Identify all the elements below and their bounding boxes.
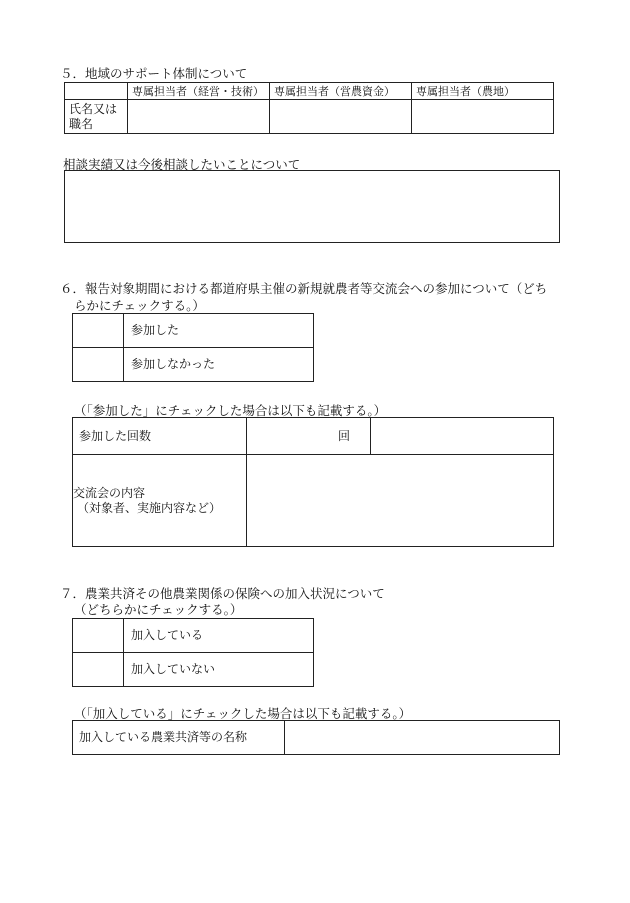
count-input[interactable] — [247, 418, 371, 455]
input-staff-farmland[interactable] — [412, 100, 554, 134]
section6-heading-line2: らかにチェックする。） — [74, 298, 205, 313]
header-staff-management: 専属担当者（経営・技術） — [128, 83, 270, 100]
support-staff-table — [64, 82, 554, 134]
header-staff-funding: 専属担当者（営農資金） — [270, 83, 412, 100]
option-participated: 参加した — [124, 314, 314, 348]
checkbox-not-participated[interactable] — [73, 348, 124, 382]
insurance-name-input[interactable] — [285, 721, 560, 755]
count-unit: 回 — [337, 428, 350, 443]
participation-options — [72, 313, 314, 382]
consult-textarea[interactable] — [64, 170, 560, 243]
insurance-name-table — [72, 720, 560, 755]
section7-note: （「加入している」にチェックした場合は以下も記載する。） — [74, 706, 412, 721]
participation-detail-table — [72, 417, 554, 547]
count-label: 参加した回数 — [73, 418, 247, 455]
section6-heading-line1: ６．報告対象期間における都道府県主催の新規就農者等交流会への参加について（どち — [60, 281, 548, 296]
content-label — [73, 455, 247, 547]
section5-heading: ５．地域のサポート体制について — [60, 66, 248, 81]
input-staff-funding[interactable] — [270, 100, 412, 134]
checkbox-participated[interactable] — [73, 314, 124, 348]
option-not-participated: 参加しなかった — [124, 348, 314, 382]
row-label-name — [65, 100, 128, 134]
content-label-line1: 交流会の内容 — [73, 485, 146, 500]
header-empty-cell — [65, 83, 128, 100]
option-enrolled: 加入している — [124, 619, 314, 653]
option-not-enrolled: 加入していない — [124, 653, 314, 687]
header-staff-farmland: 専属担当者（農地） — [412, 83, 554, 100]
insurance-options — [72, 618, 314, 687]
section6-note: （「参加した」にチェックした場合は以下も記載する。） — [74, 403, 387, 418]
checkbox-not-enrolled[interactable] — [73, 653, 124, 687]
section7-heading-line1: ７．農業共済その他農業関係の保険への加入状況について — [60, 586, 385, 601]
count-extra-cell — [371, 418, 554, 455]
content-label-line2: （対象者、実施内容など） — [77, 500, 222, 515]
row-label-line2: 職名 — [69, 116, 94, 131]
section7-heading-line2: （どちらかにチェックする。） — [74, 602, 243, 617]
content-input[interactable] — [247, 455, 554, 547]
consult-label: 相談実績又は今後相談したいことについて — [63, 157, 301, 172]
insurance-name-label: 加入している農業共済等の名称 — [73, 721, 285, 755]
checkbox-enrolled[interactable] — [73, 619, 124, 653]
input-staff-management[interactable] — [128, 100, 270, 134]
row-label-line1: 氏名又は — [69, 101, 118, 116]
